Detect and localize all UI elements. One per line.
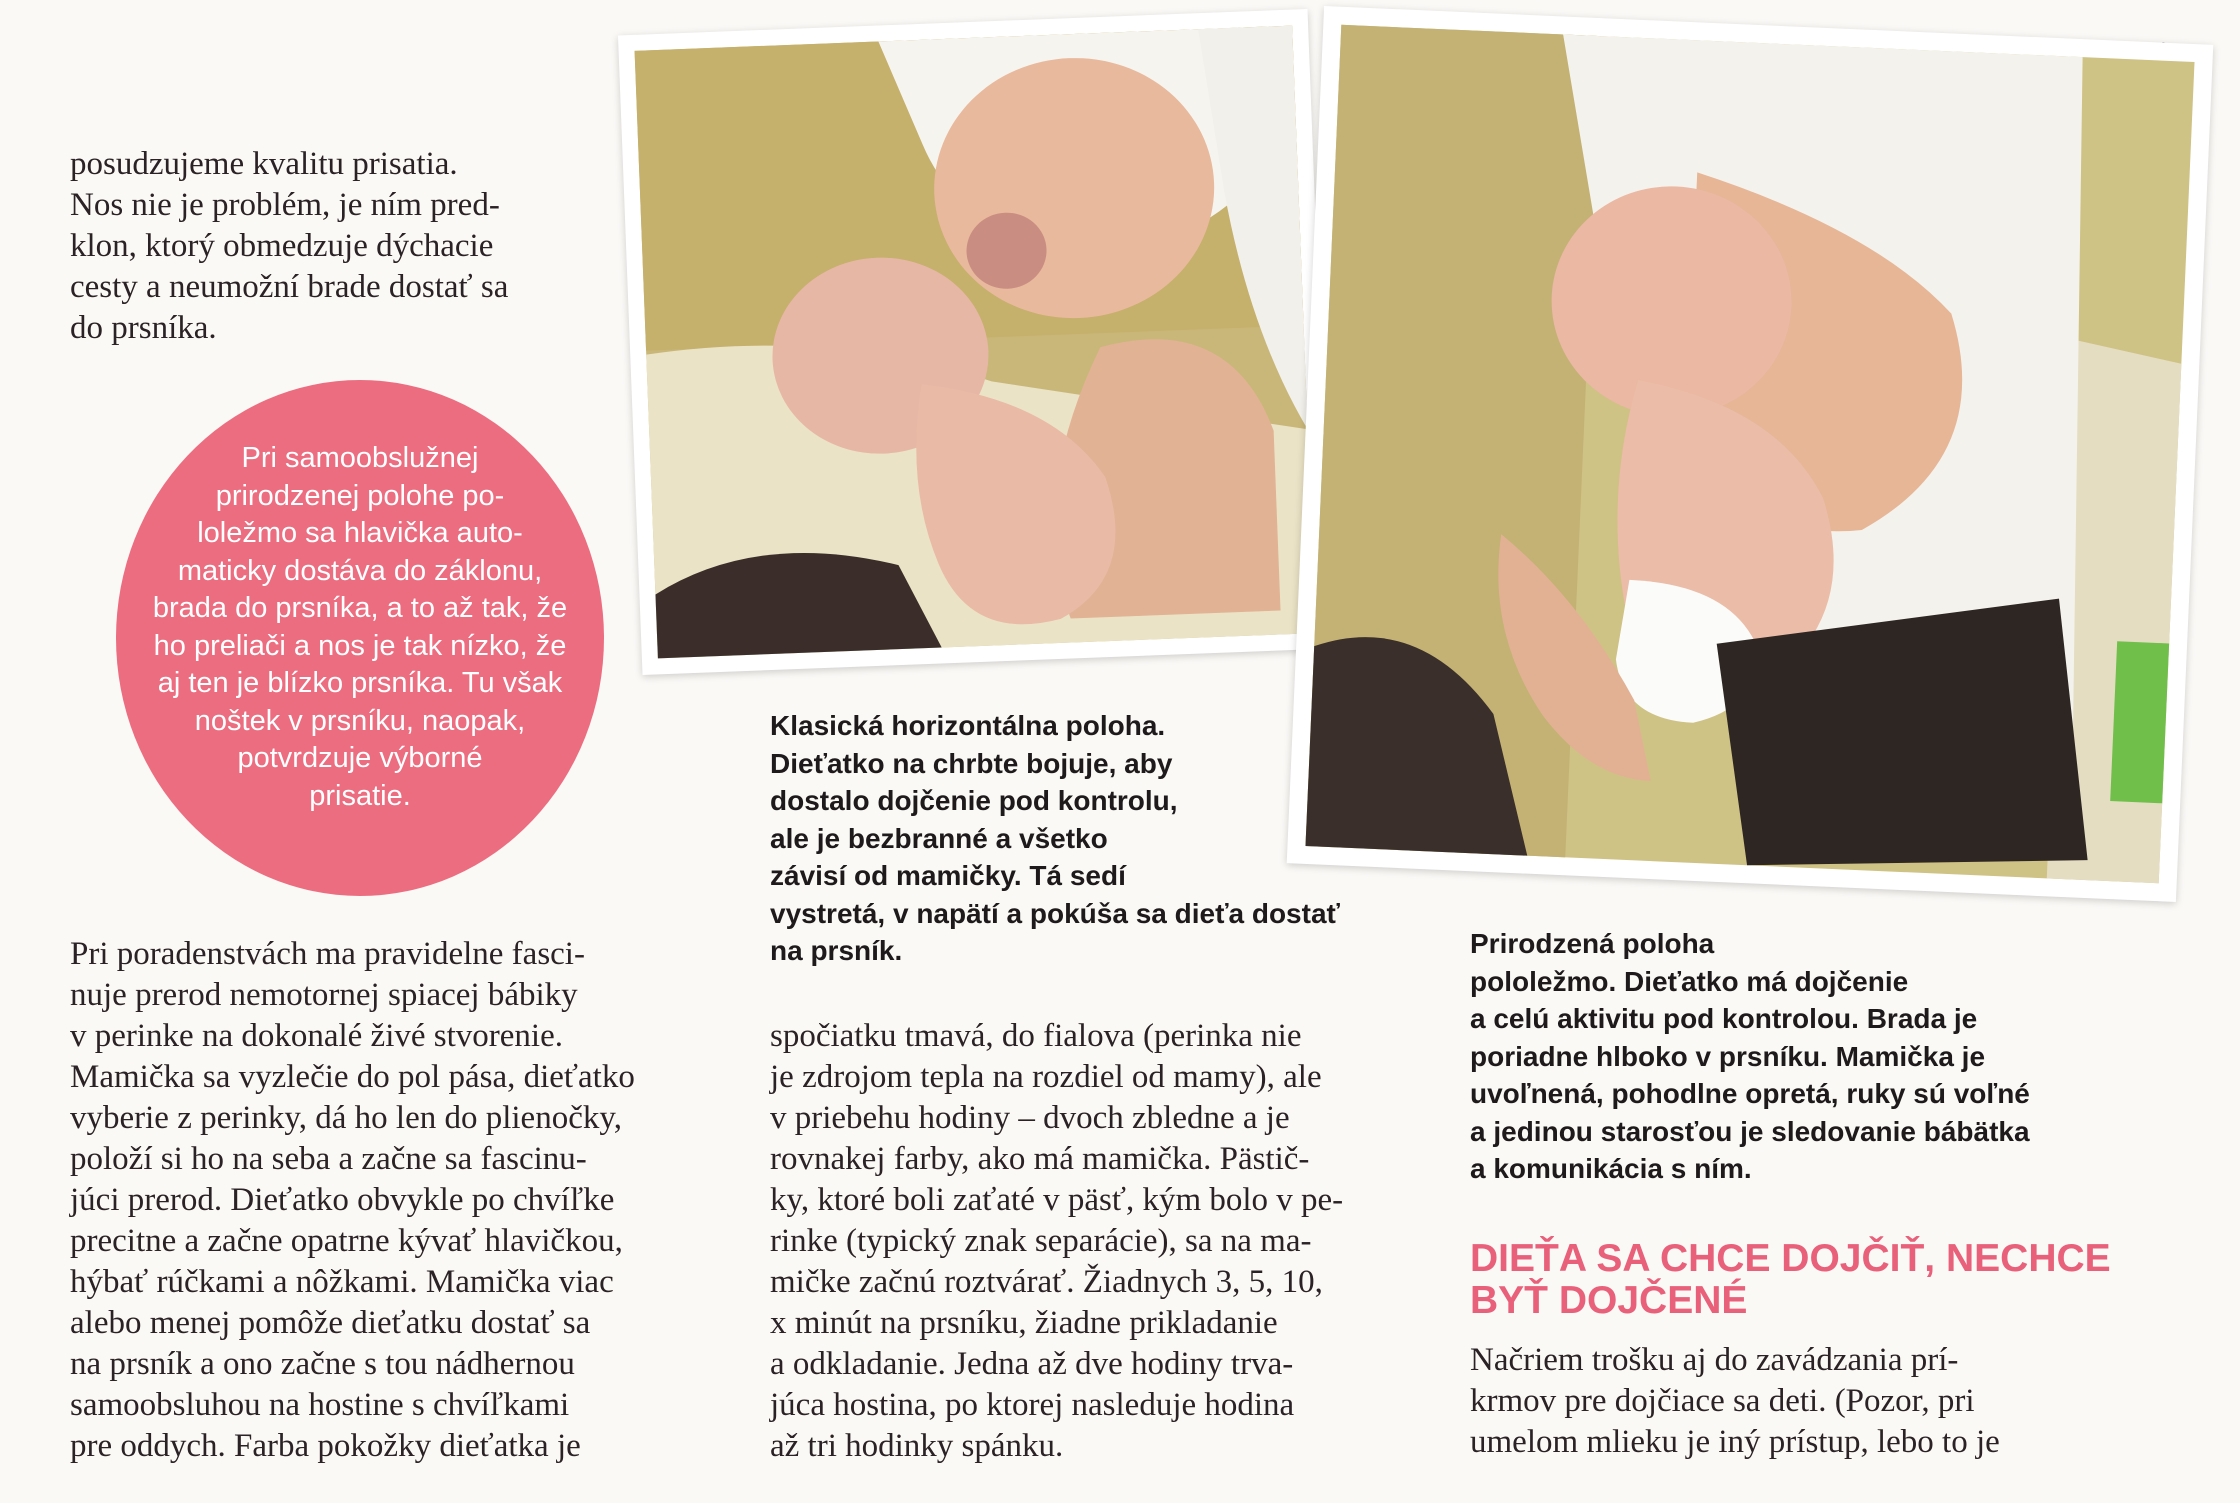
text-line: ale je bezbranné a všetko <box>770 822 1108 854</box>
text-line: BYŤ DOJČENÉ <box>1470 1279 1748 1322</box>
text-line: vyberie z perinky, dá ho len do plienočky, <box>70 1100 622 1136</box>
text-line: alebo menej pomôže dieťatku dostať sa <box>70 1305 591 1341</box>
text-line: umelom mlieku je iný prístup, lebo to je <box>1470 1424 2000 1460</box>
text-line: samoobsluhou na hostine s chvíľkami <box>70 1387 570 1423</box>
text-line: pre oddych. Farba pokožky dieťatka je <box>70 1428 581 1464</box>
text-line: x minút na prsníku, žiadne prikladanie <box>770 1305 1278 1341</box>
text-line: pololežmo. Dieťatko má dojčenie <box>1470 965 1909 997</box>
photo-natural-image <box>1287 6 2214 902</box>
text-line: Prirodzená poloha <box>1470 928 1715 959</box>
text-line: júca hostina, po ktorej nasleduje hodina <box>770 1387 1295 1423</box>
text-line: júci prerod. Dieťatko obvykle po chvíľke <box>70 1182 615 1218</box>
text-line: v priebehu hodiny – dvoch zbledne a je <box>770 1100 1290 1136</box>
text-line: klon, ktorý obmedzuje dýchacie <box>70 228 494 264</box>
text-line: do prsníka. <box>70 310 217 346</box>
text-line: je zdrojom tepla na rozdiel od mamy), ale <box>770 1059 1322 1095</box>
text-line: krmov pre dojčiace sa deti. (Pozor, pri <box>1470 1383 1975 1419</box>
photo-horizontal-image <box>618 9 1332 675</box>
text-line: a celú aktivitu pod kontrolou. Brada je <box>1470 1003 1978 1034</box>
text-line: prirodzenej polohe po- <box>215 479 505 512</box>
text-line: dostalo dojčenie pod kontrolu, <box>770 785 1178 816</box>
text-line: noštek v prsníku, naopak, <box>194 704 526 737</box>
text-line: nuje prerod nemotornej spiacej bábiky <box>70 977 578 1013</box>
paragraph-col1-top <box>70 144 570 349</box>
text-line: precitne a začne opatrne kývať hlavičkou, <box>70 1223 623 1259</box>
section-heading <box>1470 1238 2111 1322</box>
text-line: Pri poradenstvách ma pravidelne fasci- <box>70 936 585 972</box>
text-line: aj ten je blízko prsníka. Tu však <box>157 667 563 699</box>
text-line: uvoľnená, pohodlne opretá, ruky sú voľné <box>1470 1078 2030 1109</box>
paragraph-col3-bottom <box>1470 1340 2120 1463</box>
text-line: prisatie. <box>309 779 411 812</box>
text-line: posudzujeme kvalitu prisatia. <box>70 146 458 182</box>
text-line: rovnakej farby, ako má mamička. Pästič- <box>770 1141 1310 1177</box>
text-line: potvrdzuje výborné <box>237 742 483 774</box>
text-line: na prsník. <box>770 935 903 966</box>
text-line: Pri samoobslužnej <box>241 442 479 474</box>
text-line: až tri hodinky spánku. <box>770 1428 1064 1464</box>
text-line: maticky dostáva do záklonu, <box>177 554 543 587</box>
text-line: Mamička sa vyzlečie do pol pása, dieťatko <box>70 1059 635 1095</box>
paragraph-col1-bottom <box>70 934 722 1467</box>
photo-horizontal-position <box>618 9 1332 675</box>
text-line: rinke (typický znak separácie), sa na ma- <box>770 1223 1312 1259</box>
text-line: Dieťatko na chrbte bojuje, aby <box>770 747 1173 779</box>
text-line: cesty a neumožní brade dostať sa <box>70 269 509 305</box>
text-line: a odkladanie. Jedna až dve hodiny trva- <box>770 1346 1294 1382</box>
text-line: ky, ktoré boli zaťaté v päsť, kým bolo v pe- <box>770 1182 1344 1218</box>
text-line: poriadne hlboko v prsníku. Mamička je <box>1470 1040 1986 1072</box>
text-line: položí si ho na seba a začne sa fascinu- <box>70 1141 587 1177</box>
text-line: a jedinou starosťou je sledovanie bábätka <box>1470 1115 2030 1147</box>
text-line: na prsník a ono začne s tou nádhernou <box>70 1346 575 1382</box>
text-line: hýbať rúčkami a nôžkami. Mamička viac <box>70 1264 614 1300</box>
text-line: ho preliači a nos je tak nízko, že <box>153 629 567 662</box>
paragraph-col2-bottom <box>770 1016 1420 1467</box>
text-line: Nos nie je problém, je ním pred- <box>70 187 500 223</box>
caption-horizontal-position <box>770 707 1340 970</box>
text-line: loležmo sa hlavička auto- <box>197 517 523 549</box>
text-line: v perinke na dokonalé živé stvorenie. <box>70 1018 563 1054</box>
text-line: Klasická horizontálna poloha. <box>770 710 1166 741</box>
text-line: brada do prsníka, a to až tak, že <box>152 592 568 624</box>
text-line: mičke začnú roztvárať. Žiadnych 3, 5, 10, <box>770 1264 1323 1300</box>
photo-natural-position <box>1287 6 2214 902</box>
text-line: vystretá, v napätí a pokúša sa dieťa dostať <box>770 897 1340 929</box>
caption-natural-position <box>1470 925 2030 1188</box>
text-line: a komunikácia s ním. <box>1470 1153 1752 1184</box>
callout-text <box>116 440 604 815</box>
text-line: Načriem trošku aj do zavádzania prí- <box>1470 1342 1959 1378</box>
text-line: závisí od mamičky. Tá sedí <box>770 860 1126 891</box>
text-line: spočiatku tmavá, do fialova (perinka nie <box>770 1018 1302 1054</box>
text-line: DIEŤA SA CHCE DOJČIŤ, NECHCE <box>1470 1237 2111 1280</box>
